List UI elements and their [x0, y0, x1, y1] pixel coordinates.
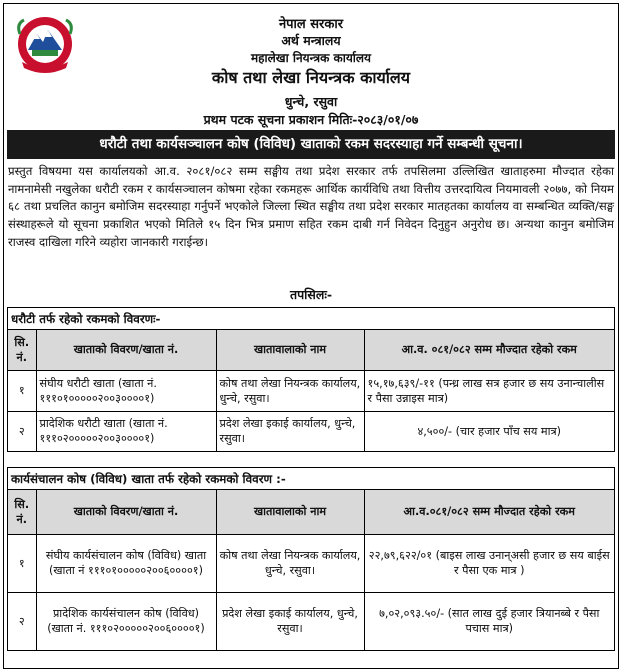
cell-balance: २२,७९,६२२/०१ (बाइस लाख उनान्असी हजार छ सय बाईस र पैसा एक मात्र ) — [364, 534, 614, 592]
table-row — [8, 534, 614, 592]
cell-balance: १५,१७,६३९/-११ (पन्ध्र लाख सत्र हजार छ सय उनान्चालीस र पैसा उन्नाइस मात्र) — [364, 370, 614, 411]
cell-account: संघीय कार्यसंचालन कोष (विविध) खाता (खाता नं १११०१०००००२००६००००१) — [36, 534, 216, 592]
cell-serial: २ — [8, 592, 36, 650]
header-government: नेपाल सरकार — [278, 17, 344, 32]
notice-body: प्रस्तुत विषयमा यस कार्यालयको आ.व. २०८१/०८२ सम्म सङ्घीय तथा प्रदेश सरकार तर्फ तपसिलमा उल्लिखित खाताहरुमा मौज्दात रहेका नामनामेसी नखुलेका धरौटी रकम र कार्यसञ्चालन कोषमा रहेका रकमहरू आर्थिक कार्यविधि तथा वित्तीय उत्तरदायित्व नियमावली २०७७, को नियम ६८ तथा प्रचलित कानुन बमोजिम सदरस्याहा गर्नुपर्ने भएकोले जिल्ला स्थित सङ्घीय तथा प्रदेश सरकार मातहतका कार्यालय वा सम्बन्धित व्यक्ति/सङ्घ संस्थाहरूले यो सूचना प्रकाशित भएको मितिले १५ दिन भित्र प्रमाण सहित रकम दाबी गर्न निवेदन दिनुहुन अनुरोध छ। अन्यथा कानुन बमोजिम राजस्व दाखिला गरिने व्यहोरा जानकारी गराईन्छ। — [8, 164, 614, 249]
cell-account: प्रादेशिक कार्यसंचालन कोष (विविध) (खाता नं. १११०२०००००२००६००००१) — [36, 592, 216, 650]
cell-serial: १ — [8, 370, 36, 411]
operating-fund-table — [8, 490, 614, 650]
cell-holder: प्रदेश लेखा इकाई कार्यालय, धुन्चे, रसुवा। — [216, 411, 364, 451]
col-serial: सि. नं. — [8, 330, 36, 370]
col-balance: आ.व.०८१/०८२ सम्म मौज्दात रहेको रकम — [364, 490, 614, 534]
operating-fund-section-title: कार्यसंचालन कोष (विविध) खाता तर्फ रहेको रकमको विवरण :- — [8, 468, 614, 490]
cell-balance: ७,०२,०९३.५०/- (सात लाख दुई हजार त्रियानब्बे र पैसा पचास मात्र) — [364, 592, 614, 650]
publication-date: प्रथम पटक सूचना प्रकाशन मितिः-२०८३/०१/०७ — [203, 112, 419, 127]
table-row — [8, 592, 614, 650]
operating-fund-section — [7, 467, 615, 651]
cell-account: संघीय धरौटी खाता (खाता नं. १११०१०००००२००३००००१) — [36, 370, 216, 411]
cell-serial: १ — [8, 534, 36, 592]
col-balance: आ.व. ०८१/०८२ सम्म मौज्दात रहेको रकम — [364, 330, 614, 370]
col-holder: खातावालाको नाम — [216, 330, 364, 370]
cell-holder: कोष तथा लेखा नियन्त्रक कार्यालय, धुन्चे, रसुवा। — [216, 534, 364, 592]
col-account: खाताको विवरण/खाता नं. — [36, 330, 216, 370]
header-department: महालेखा नियन्त्रक कार्यालय — [250, 51, 372, 65]
cell-balance: ४,५००/- (चार हजार पाँच सय मात्र) — [364, 411, 614, 451]
cell-account: प्रादेशिक धरौटी खाता (खाता नं. १११०२०००००२००३००००१) — [36, 411, 216, 451]
header-office: कोष तथा लेखा नियन्त्रक कार्यालय — [211, 68, 411, 87]
deposit-table — [8, 330, 614, 451]
cell-holder: प्रदेश लेखा इकाई कार्यालय, धुन्चे, रसुवा। — [216, 592, 364, 650]
col-account: खाताको विवरण/खाता नं. — [36, 490, 216, 534]
header-location: धुन्चे, रसुवा — [284, 94, 338, 109]
table-row — [8, 411, 614, 451]
deposit-section-title: धरौटी तर्फ रहेको रकमको विवरणः- — [8, 308, 614, 330]
notice-banner: धरौटी तथा कार्यसञ्चालन कोष (विविध) खाताको रकम सदरस्याहा गर्ने सम्बन्धी सूचना। — [7, 130, 615, 159]
details-subtitle: तपसिलः- — [289, 287, 333, 302]
cell-holder: कोष तथा लेखा नियन्त्रक कार्यालय, धुन्चे, रसुवा। — [216, 370, 364, 411]
col-serial: सि. नं. — [8, 490, 36, 534]
col-holder: खातावालाको नाम — [216, 490, 364, 534]
table-row — [8, 370, 614, 411]
deposit-section — [7, 307, 615, 452]
cell-serial: २ — [8, 411, 36, 451]
header-ministry: अर्थ मन्त्रालय — [281, 33, 341, 48]
